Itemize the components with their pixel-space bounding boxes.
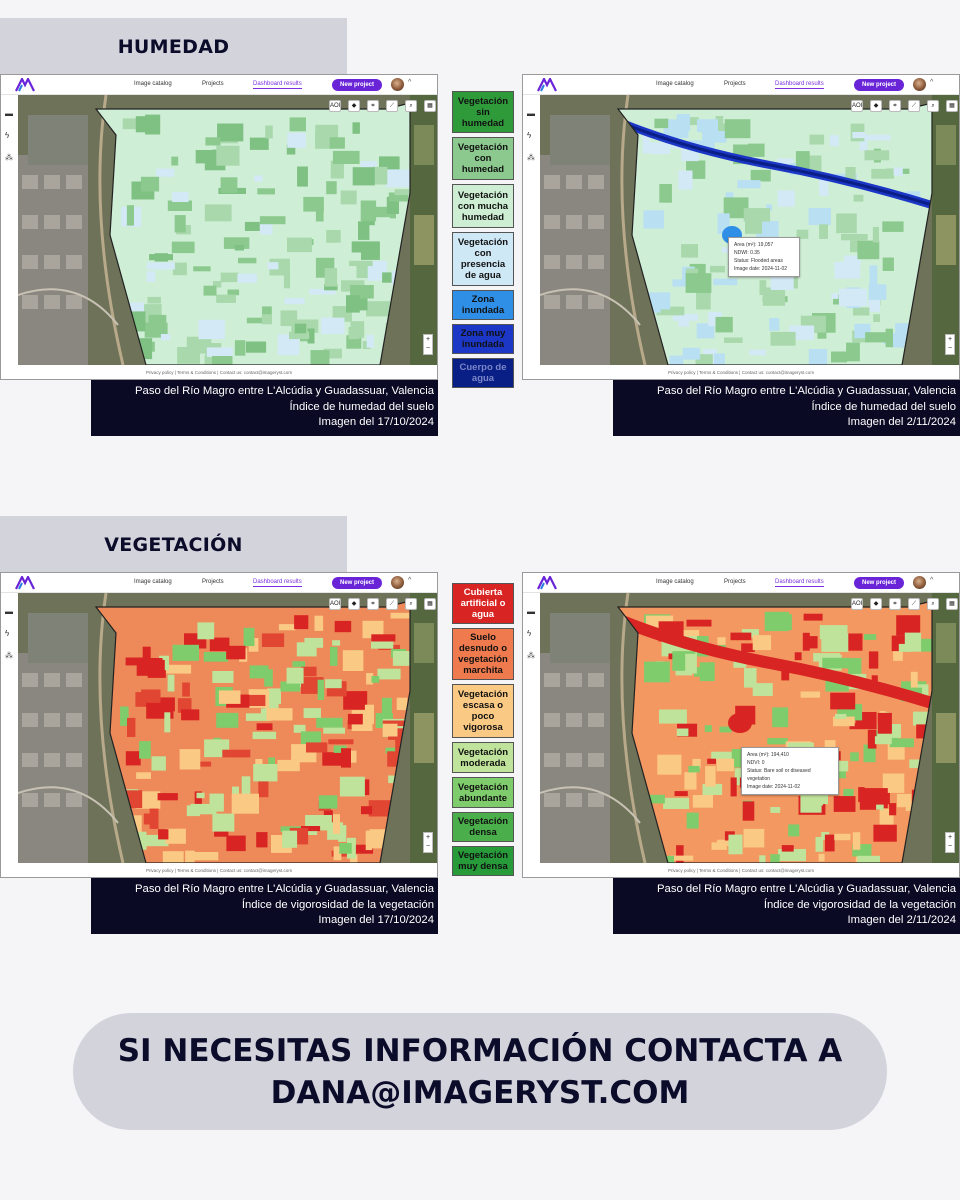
zoom-control[interactable] — [423, 832, 433, 853]
calendar-icon[interactable]: ▦ — [946, 598, 958, 610]
popup-line: Image date: 2024-11-02 — [747, 784, 801, 790]
imageryst-logo[interactable] — [537, 576, 557, 590]
zoom-in-icon[interactable]: + — [947, 336, 953, 343]
satellite-map[interactable] — [540, 593, 960, 863]
contact-line: SI NECESITAS INFORMACIÓN CONTACTA A — [117, 1032, 843, 1069]
chevron-up-icon[interactable]: ^ — [408, 577, 412, 584]
chart-icon[interactable]: ⟋ — [386, 100, 398, 112]
zoom-control[interactable] — [423, 334, 433, 355]
layers-icon[interactable]: ◆ — [348, 100, 360, 112]
aoi-tool[interactable]: AOI — [329, 598, 341, 610]
map-sidebar — [523, 95, 540, 365]
layers-icon[interactable]: ◆ — [870, 598, 882, 610]
zoom-out-icon[interactable]: − — [947, 345, 953, 352]
contact-email[interactable]: DANA@IMAGERYST.COM — [270, 1074, 690, 1111]
caption-location: Paso del Río Magro entre L'Alcúdia y Guadassuar, Valencia — [135, 385, 434, 397]
vegetacion-legend — [452, 583, 514, 880]
search-icon[interactable]: ⌕ — [405, 598, 417, 610]
nav-image-catalog[interactable]: Image catalog — [134, 81, 172, 87]
popup-line: Image date: 2024-11-02 — [734, 266, 788, 272]
legend-item-mucha-humedad: Vegetación con mucha humedad — [452, 184, 514, 228]
satellite-map[interactable] — [540, 95, 960, 365]
nav-projects[interactable]: Projects — [202, 579, 224, 585]
vegetacion-after-caption — [613, 878, 960, 934]
caption-location: Paso del Río Magro entre L'Alcúdia y Guadassuar, Valencia — [657, 883, 956, 895]
new-project-button[interactable]: New project — [332, 79, 382, 91]
legend-item-vegetacion-densa: Vegetación densa — [452, 812, 514, 842]
legend-item-presencia-agua: Vegetación con presencia de agua — [452, 232, 514, 286]
new-project-button[interactable]: New project — [332, 577, 382, 589]
nav-image-catalog[interactable]: Image catalog — [656, 81, 694, 87]
zoom-out-icon[interactable]: − — [425, 345, 431, 352]
caption-index: Índice de vigorosidad de la vegetación — [763, 898, 956, 911]
map-toolbar — [1, 100, 437, 112]
vegetacion-before-window — [0, 572, 438, 878]
satellite-map[interactable] — [18, 593, 438, 863]
popup-line: Area (m²): 19,057 — [734, 242, 774, 248]
zoom-control[interactable] — [945, 334, 955, 355]
map-toolbar — [523, 598, 959, 610]
legend-item-cubierta-artificial: Cubierta artificial o agua — [452, 583, 514, 624]
calendar-icon[interactable]: ▦ — [946, 100, 958, 112]
frame-icon[interactable]: ⌗ — [889, 598, 901, 610]
layers-icon[interactable]: ◆ — [348, 598, 360, 610]
caption-location: Paso del Río Magro entre L'Alcúdia y Guadassuar, Valencia — [657, 385, 956, 397]
popup-line: NDWI: 0.35 — [734, 250, 760, 256]
layers-icon[interactable]: ◆ — [870, 100, 882, 112]
satellite-map[interactable] — [18, 95, 438, 365]
calendar-icon[interactable]: ▦ — [424, 598, 436, 610]
vegetacion-before-caption — [91, 878, 438, 934]
bolt-icon[interactable]: ϟ — [5, 629, 10, 638]
nav-dashboard-results[interactable]: Dashboard results — [775, 81, 824, 87]
search-icon[interactable]: ⌕ — [405, 100, 417, 112]
area-info-popup — [728, 237, 800, 277]
calendar-icon[interactable]: ▦ — [424, 100, 436, 112]
humedad-legend — [452, 91, 514, 392]
chevron-up-icon[interactable]: ^ — [930, 577, 934, 584]
nav-dashboard-results[interactable]: Dashboard results — [775, 579, 824, 585]
popup-line: Status: Flooded areas — [734, 258, 783, 264]
legend-item-zona-inundada: Zona inundada — [452, 290, 514, 320]
area-info-popup — [741, 747, 839, 795]
imageryst-logo[interactable] — [15, 78, 35, 92]
caption-location: Paso del Río Magro entre L'Alcúdia y Guadassuar, Valencia — [135, 883, 434, 895]
zoom-out-icon[interactable]: − — [947, 843, 953, 850]
aoi-tool[interactable]: AOI — [851, 598, 863, 610]
popup-line: Area (m²): 194,410 — [747, 752, 789, 758]
car-icon[interactable]: ▬ — [527, 607, 535, 616]
people-icon[interactable]: ⁂ — [5, 153, 13, 162]
chart-icon[interactable]: ⟋ — [386, 598, 398, 610]
nav-dashboard-results[interactable]: Dashboard results — [253, 81, 302, 87]
map-toolbar — [523, 100, 959, 112]
legend-item-sin-humedad: Vegetación sin humedad — [452, 91, 514, 133]
search-icon[interactable]: ⌕ — [927, 100, 939, 112]
people-icon[interactable]: ⁂ — [527, 153, 535, 162]
people-icon[interactable]: ⁂ — [527, 651, 535, 660]
car-icon[interactable]: ▬ — [527, 109, 535, 118]
caption-date: Imagen del 2/11/2024 — [847, 914, 956, 926]
nav-image-catalog[interactable]: Image catalog — [656, 579, 694, 585]
legend-item-vegetacion-escasa: Vegetación escasa o poco vigorosa — [452, 684, 514, 738]
frame-icon[interactable]: ⌗ — [367, 598, 379, 610]
caption-date: Imagen del 17/10/2024 — [318, 416, 434, 428]
car-icon[interactable]: ▬ — [5, 109, 13, 118]
imageryst-logo[interactable] — [15, 576, 35, 590]
vegetacion-section-title: VEGETACIÓN — [0, 516, 347, 574]
humedad-after-caption — [613, 380, 960, 436]
bolt-icon[interactable]: ϟ — [527, 131, 532, 140]
caption-date: Imagen del 2/11/2024 — [847, 416, 956, 428]
app-footer: Privacy policy | Terms & Conditions | Contact us: contact@imageryst.com — [1, 863, 437, 878]
app-footer: Privacy policy | Terms & Conditions | Contact us: contact@imageryst.com — [523, 365, 959, 380]
frame-icon[interactable]: ⌗ — [889, 100, 901, 112]
app-footer: Privacy policy | Terms & Conditions | Contact us: contact@imageryst.com — [523, 863, 959, 878]
map-toolbar — [1, 598, 437, 610]
caption-index: Índice de vigorosidad de la vegetación — [241, 898, 434, 911]
avatar[interactable] — [391, 576, 404, 589]
bolt-icon[interactable]: ϟ — [5, 131, 10, 140]
legend-item-con-humedad: Vegetación con humedad — [452, 137, 514, 180]
nav-dashboard-results[interactable]: Dashboard results — [253, 579, 302, 585]
legend-item-vegetacion-muy-densa: Vegetación muy densa — [452, 846, 514, 876]
zoom-in-icon[interactable]: + — [947, 834, 953, 841]
aoi-tool[interactable]: AOI — [851, 100, 863, 112]
caption-date: Imagen del 17/10/2024 — [318, 914, 434, 926]
humedad-section-title: HUMEDAD — [0, 18, 347, 76]
new-project-button[interactable]: New project — [854, 577, 904, 589]
nav-projects[interactable]: Projects — [202, 81, 224, 87]
zoom-in-icon[interactable]: + — [425, 834, 431, 841]
imageryst-logo[interactable] — [537, 78, 557, 92]
contact-banner — [73, 1013, 887, 1130]
popup-line: NDVI: 0 — [747, 760, 765, 766]
chevron-up-icon[interactable]: ^ — [930, 79, 934, 86]
app-navbar — [523, 573, 959, 593]
people-icon[interactable]: ⁂ — [5, 651, 13, 660]
bolt-icon[interactable]: ϟ — [527, 629, 532, 638]
map-sidebar — [523, 593, 540, 863]
frame-icon[interactable]: ⌗ — [367, 100, 379, 112]
map-sidebar — [1, 95, 18, 365]
app-navbar — [523, 75, 959, 95]
chevron-up-icon[interactable]: ^ — [408, 79, 412, 86]
humedad-before-caption — [91, 380, 438, 436]
zoom-in-icon[interactable]: + — [425, 336, 431, 343]
caption-index: Índice de humedad del suelo — [811, 400, 956, 413]
zoom-out-icon[interactable]: − — [425, 843, 431, 850]
app-footer: Privacy policy | Terms & Conditions | Contact us: contact@imageryst.com — [1, 365, 437, 380]
humedad-after-window — [522, 74, 960, 380]
avatar[interactable] — [913, 576, 926, 589]
legend-item-cuerpo-agua: Cuerpo de agua — [452, 358, 514, 388]
new-project-button[interactable]: New project — [854, 79, 904, 91]
caption-index: Índice de humedad del suelo — [289, 400, 434, 413]
aoi-tool[interactable]: AOI — [329, 100, 341, 112]
avatar[interactable] — [391, 78, 404, 91]
vegetacion-after-window — [522, 572, 960, 878]
chart-icon[interactable]: ⟋ — [908, 598, 920, 610]
map-sidebar — [1, 593, 18, 863]
app-navbar — [1, 75, 437, 95]
zoom-control[interactable] — [945, 832, 955, 853]
nav-projects[interactable]: Projects — [724, 579, 746, 585]
popup-line: Status: Bare soil or diseased vegetation — [747, 768, 811, 782]
humedad-before-window — [0, 74, 438, 380]
nav-projects[interactable]: Projects — [724, 81, 746, 87]
app-navbar — [1, 573, 437, 593]
legend-item-vegetacion-abundante: Vegetación abundante — [452, 777, 514, 808]
legend-item-zona-muy-inundada: Zona muy inundada — [452, 324, 514, 354]
avatar[interactable] — [913, 78, 926, 91]
nav-image-catalog[interactable]: Image catalog — [134, 579, 172, 585]
search-icon[interactable]: ⌕ — [927, 598, 939, 610]
car-icon[interactable]: ▬ — [5, 607, 13, 616]
legend-item-vegetacion-moderada: Vegetación moderada — [452, 742, 514, 773]
legend-item-suelo-desnudo: Suelo desnudo o vegetación marchita — [452, 628, 514, 680]
chart-icon[interactable]: ⟋ — [908, 100, 920, 112]
